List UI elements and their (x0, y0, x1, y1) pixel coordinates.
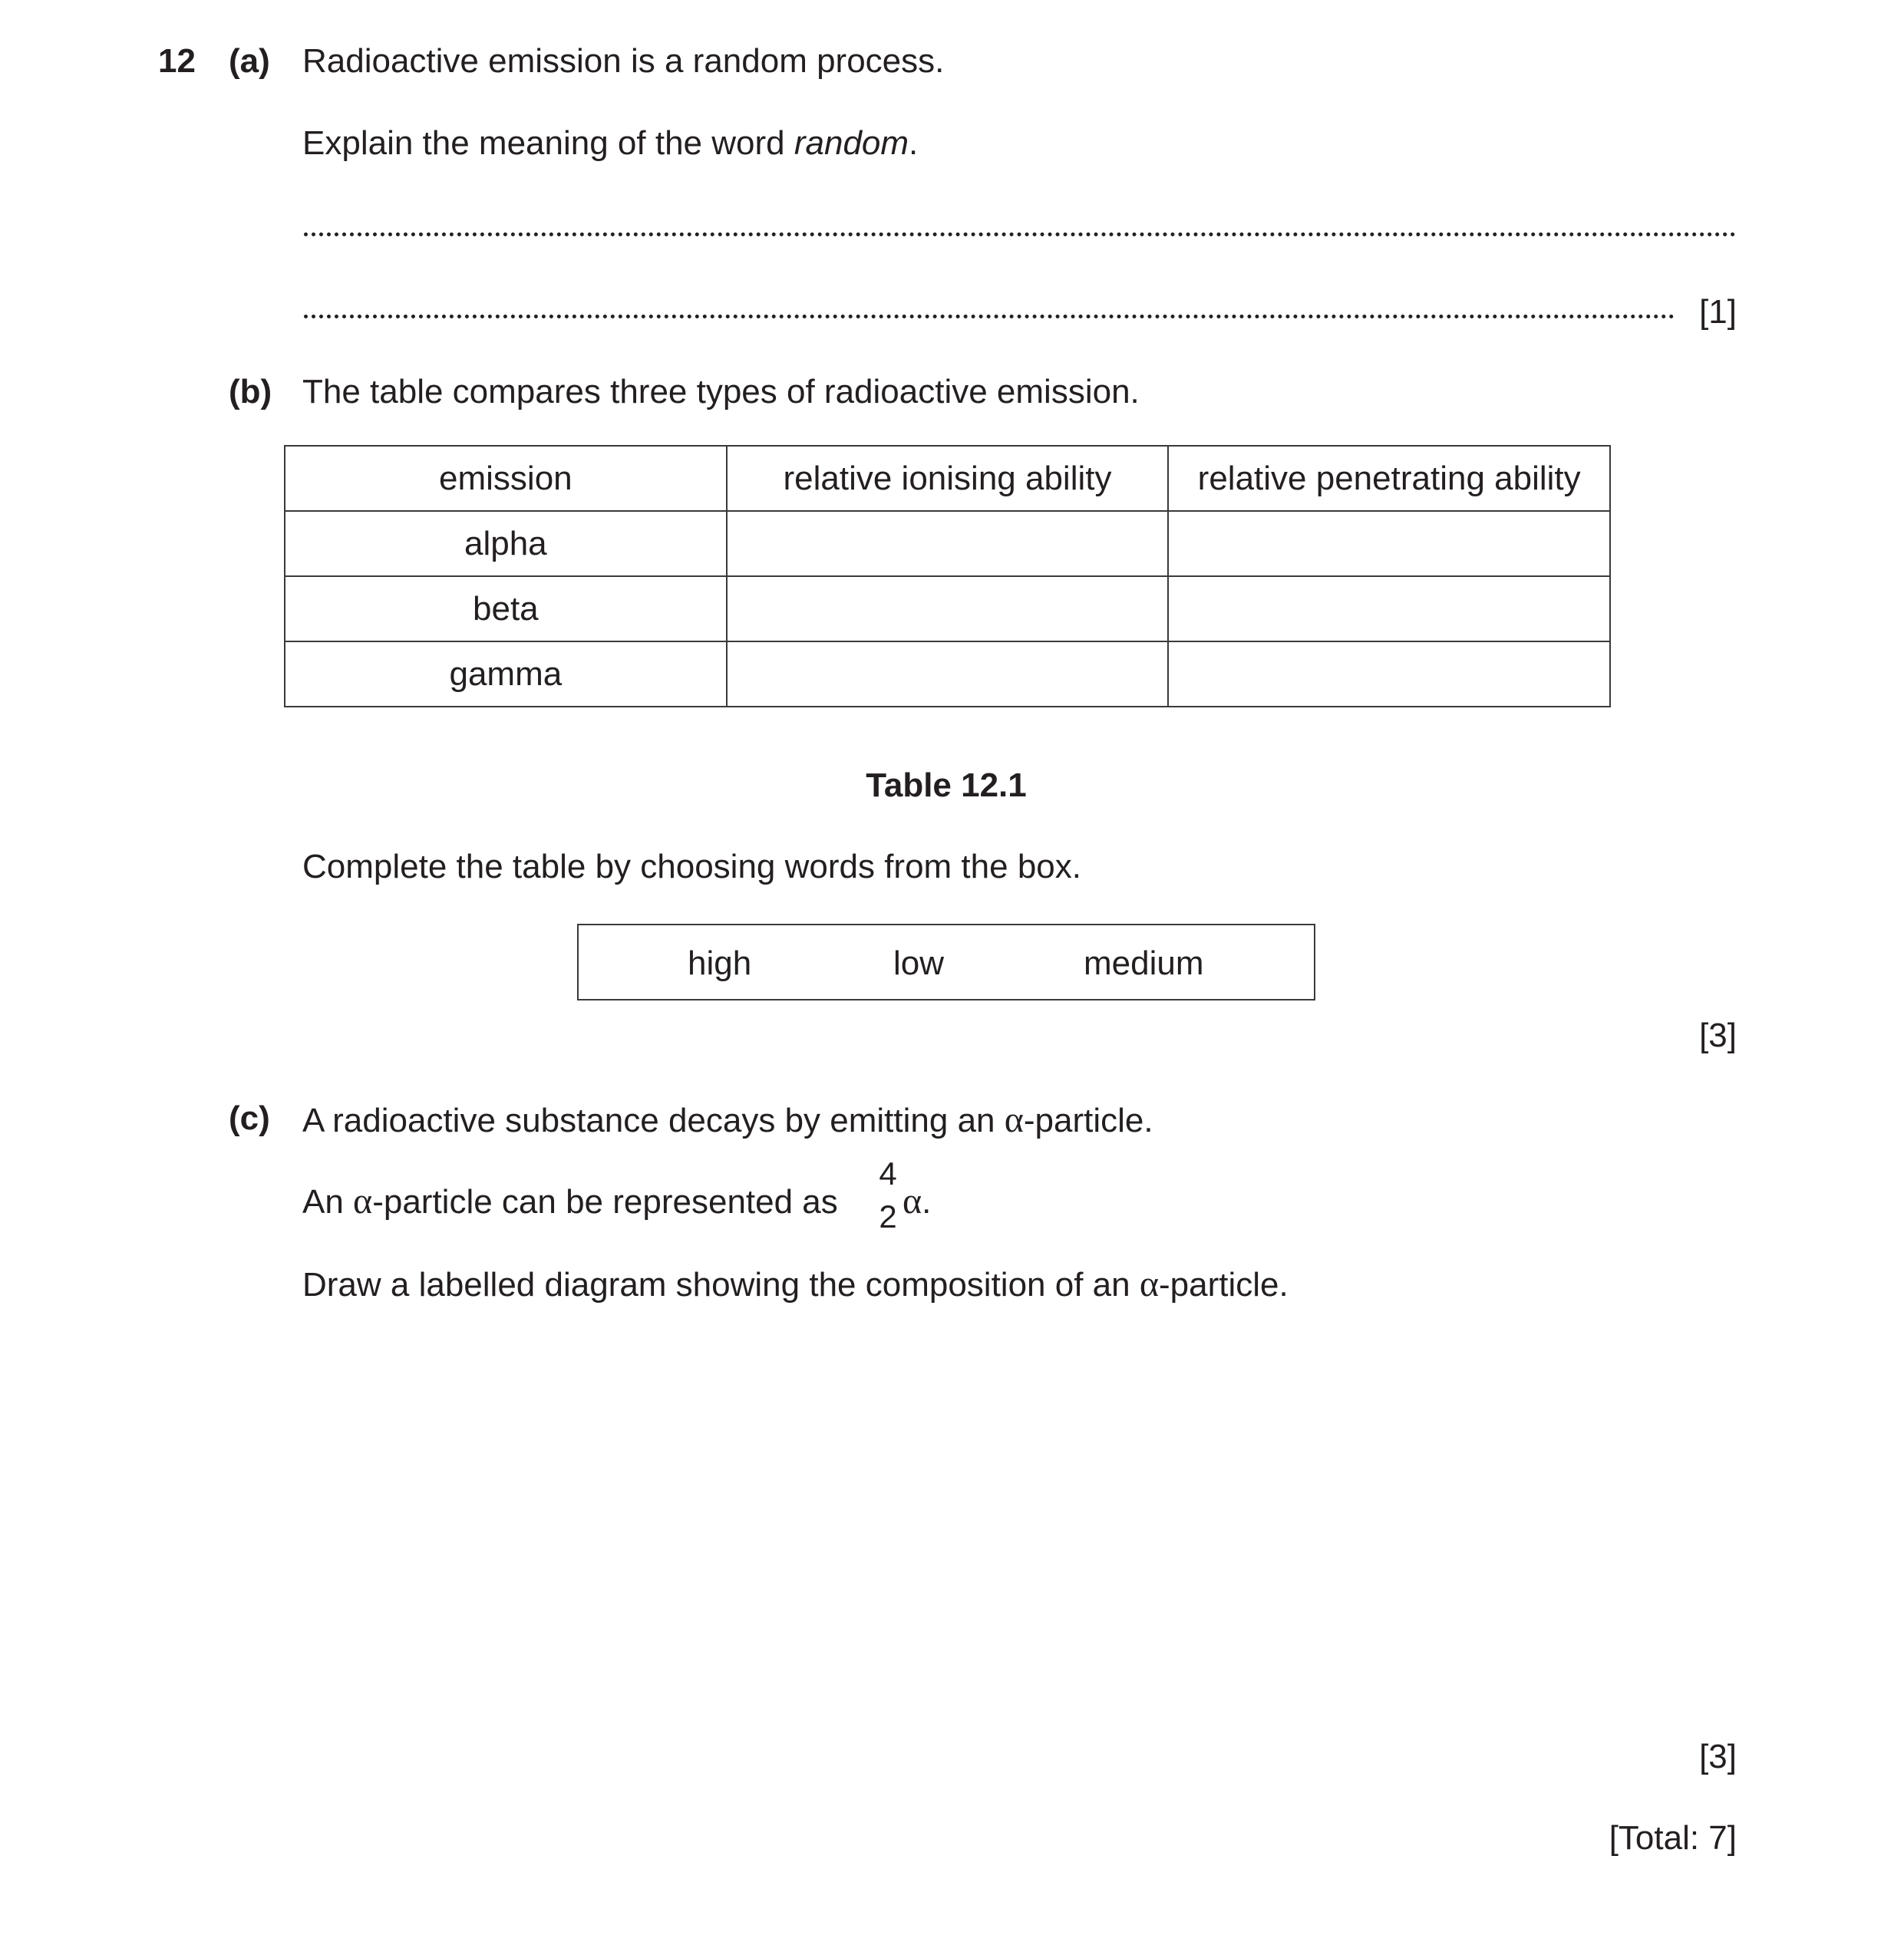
alpha-symbol: α (903, 1181, 922, 1221)
part-a-marks: [1] (1699, 293, 1737, 331)
cell-gamma-ionising[interactable] (727, 641, 1169, 707)
cell-alpha-ionising[interactable] (727, 511, 1169, 576)
answer-line-1[interactable] (304, 232, 1736, 236)
word-low: low (893, 944, 945, 982)
nuclide-symbol (903, 1183, 931, 1220)
header-ionising: relative ionising ability (727, 446, 1169, 511)
instruction-italic-word: random (794, 124, 909, 162)
question-number: 12 (158, 42, 196, 80)
word-medium: medium (1084, 944, 1204, 982)
part-a-label: (a) (229, 42, 270, 80)
cell-emission-alpha: alpha (285, 511, 727, 576)
statement-text-end: -particle. (1023, 1102, 1153, 1139)
repr-text: An (302, 1183, 354, 1221)
alpha-symbol: α (1139, 1264, 1159, 1304)
total-marks: [Total: 7] (1609, 1819, 1737, 1857)
part-c-label: (c) (229, 1099, 270, 1137)
alpha-symbol: α (353, 1181, 373, 1221)
part-b-instruction: Complete the table by choosing words from the box. (302, 848, 1081, 885)
diagram-drawing-area[interactable] (302, 1327, 1737, 1726)
instruction-period: . (909, 124, 919, 162)
cell-beta-ionising[interactable] (727, 576, 1169, 641)
table-row (285, 511, 1610, 576)
header-emission: emission (285, 446, 727, 511)
part-a-statement: Radioactive emission is a random process. (302, 42, 945, 80)
table-row (285, 641, 1610, 707)
part-c-representation (302, 1183, 838, 1220)
table-caption: Table 12.1 (866, 766, 1027, 804)
alpha-symbol: α (1004, 1099, 1024, 1140)
instruction-text: Explain the meaning of the word (302, 124, 794, 162)
part-b-label: (b) (229, 373, 272, 410)
part-b-statement: The table compares three types of radioactive emission. (302, 373, 1140, 410)
part-a-instruction (302, 124, 919, 162)
word-high: high (688, 944, 752, 982)
atomic-number: 2 (879, 1198, 897, 1235)
repr-period: . (922, 1183, 932, 1221)
part-c-statement (302, 1099, 1153, 1140)
cell-emission-beta: beta (285, 576, 727, 641)
cell-alpha-penetrating[interactable] (1168, 511, 1610, 576)
part-b-marks: [3] (1699, 1017, 1737, 1054)
answer-line-2[interactable] (304, 315, 1675, 318)
table-header-row (285, 446, 1610, 511)
header-penetrating: relative penetrating ability (1168, 446, 1610, 511)
instruction-text-end: -particle. (1158, 1266, 1289, 1304)
statement-text: A radioactive substance decays by emitting an (302, 1102, 1005, 1139)
part-c-marks: [3] (1699, 1738, 1737, 1775)
mass-number: 4 (879, 1155, 897, 1192)
instruction-text: Draw a labelled diagram showing the composition of an (302, 1266, 1140, 1304)
word-box (577, 924, 1315, 1000)
cell-gamma-penetrating[interactable] (1168, 641, 1610, 707)
cell-beta-penetrating[interactable] (1168, 576, 1610, 641)
part-c-instruction (302, 1266, 1289, 1303)
emission-table (284, 445, 1611, 707)
table-row (285, 576, 1610, 641)
cell-emission-gamma: gamma (285, 641, 727, 707)
repr-text-middle: -particle can be represented as (372, 1183, 838, 1221)
alpha-nuclide-notation (876, 1155, 899, 1235)
